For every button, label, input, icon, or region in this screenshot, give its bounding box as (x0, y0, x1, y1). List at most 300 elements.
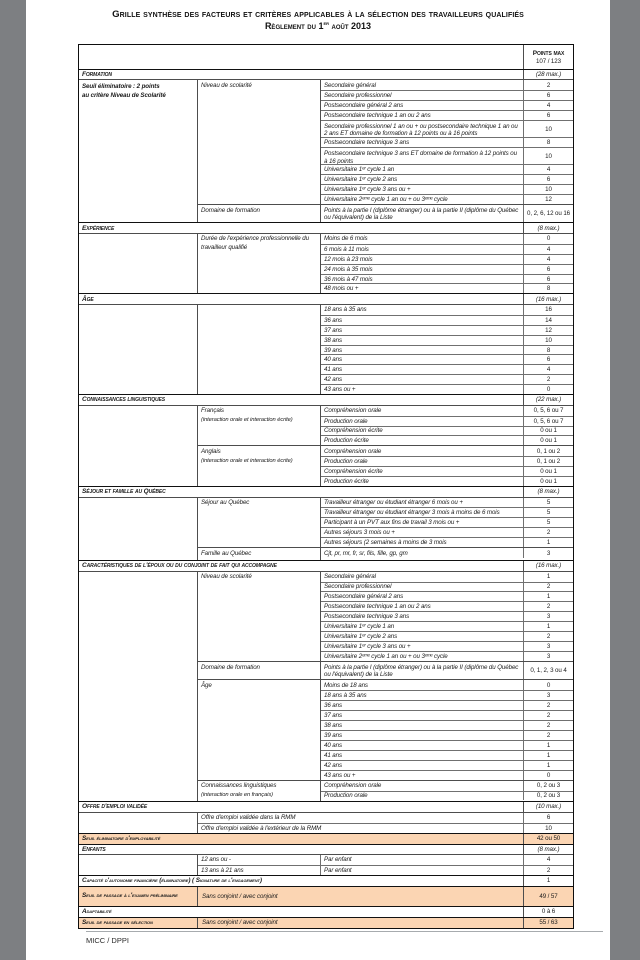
table-row (321, 517, 573, 527)
row-label-cell (321, 346, 524, 355)
criterion-rows (321, 234, 573, 294)
table-row (198, 855, 573, 865)
criterion-block (198, 498, 573, 548)
points-value: 0 ou 1 (540, 468, 557, 476)
row-label-cell (321, 165, 524, 174)
row-label-cell (321, 592, 524, 601)
summary-label: Adaptabilité (79, 907, 524, 917)
table-row (321, 690, 573, 700)
points-cell (524, 761, 573, 770)
points-value: 10 (545, 336, 552, 344)
points-value: 5 (546, 509, 551, 517)
row-label-cell (321, 336, 524, 345)
row-label: Postsecondaire technique 3 ans ET domaine de formation à 12 points ou à 16 points (324, 149, 517, 165)
row-label-cell (321, 612, 524, 621)
points-value: 12 (545, 196, 552, 204)
table-header-empty-cell (79, 45, 524, 69)
points-value: 6 (546, 92, 551, 100)
criterion-rows (321, 446, 573, 486)
table-row (321, 110, 573, 120)
section-label: Expérience (79, 223, 524, 232)
table-row (321, 364, 573, 374)
points-value: 3 (546, 692, 551, 700)
criterion-label: Connaissances linguistiques (201, 782, 277, 790)
criterion-cell (198, 406, 321, 446)
section-max-points: (8 max.) (537, 224, 560, 232)
criterion-cell (198, 305, 321, 394)
table-row (321, 80, 573, 90)
table-row (321, 264, 573, 274)
points-cell (524, 365, 573, 374)
table-row (321, 174, 573, 184)
points-value: 0, 2, 6, 12 ou 16 (526, 210, 571, 218)
criterion-label: Séjour au Québec (201, 499, 250, 507)
points-value: 16 (545, 306, 552, 314)
table-row (321, 651, 573, 661)
points-value: 5 (546, 498, 551, 506)
row-label: Universitaire 1ᵉʳ cycle 2 ans (324, 633, 398, 641)
points-cell (524, 165, 573, 174)
section-label: Séjour et famille au Québec (79, 487, 524, 496)
points-value: 2 (546, 633, 551, 641)
table-row (321, 426, 573, 436)
section-note-cell (79, 80, 198, 222)
criterion-label: Niveau de scolarité (201, 573, 252, 581)
row-label-cell (321, 185, 524, 194)
points-value: 2 (546, 529, 551, 537)
row-label-cell (321, 652, 524, 661)
points-cell (524, 741, 573, 750)
criterion-cell (198, 781, 321, 802)
row-label-cell (321, 457, 524, 466)
points-cell (524, 781, 573, 791)
row-label: Universitaire 1ᵉʳ cycle 3 ans ou + (324, 186, 411, 194)
row-label: Postsecondaire général 2 ans (324, 102, 404, 110)
criterion-block (198, 679, 573, 779)
pair-label: 12 ans ou - (198, 855, 321, 865)
points-cell (524, 813, 573, 823)
row-label-cell (321, 275, 524, 284)
table-row (321, 90, 573, 100)
table-row (321, 760, 573, 770)
threshold-label: Seuil de passage à l'examen préliminaire (79, 887, 198, 906)
section-body (79, 405, 573, 487)
row-label: 37 ans (324, 326, 342, 334)
row-label-cell (321, 255, 524, 264)
row-label-cell (321, 375, 524, 384)
row-label-cell (321, 498, 524, 508)
criterion-cell (198, 205, 321, 222)
row-label: Par enfant (324, 856, 352, 864)
points-cell (524, 446, 573, 456)
points-value: 0, 1 ou 2 (536, 447, 561, 455)
table-row (321, 720, 573, 730)
row-label: Secondaire général (324, 573, 376, 581)
row-label: Postsecondaire technique 3 ans (324, 139, 410, 147)
table-row (321, 710, 573, 720)
row-label: Points à la partie I (diplôme étranger) ou à la partie II (diplôme du Québec ou l'équivalent) de la Liste (324, 206, 519, 222)
row-label: Production orale (324, 792, 368, 800)
empty-cell (79, 813, 198, 833)
table-row (321, 100, 573, 110)
row-label: 38 ans (324, 336, 342, 344)
row-label-cell (321, 265, 524, 274)
points-value: 4 (546, 166, 551, 174)
points-cell (524, 711, 573, 720)
row-label-cell (321, 691, 524, 700)
section-note-cell (79, 305, 198, 394)
row-label-cell (321, 148, 524, 164)
row-label-cell (321, 572, 524, 582)
criterion-cell (198, 680, 321, 779)
criterion-cell (198, 498, 321, 548)
points-value: 2 (546, 583, 551, 591)
points-value: 2 (546, 721, 551, 729)
table-row (321, 184, 573, 194)
row-label: Postsecondaire général 2 ans (324, 593, 404, 601)
row-label: Compréhension écrite (324, 468, 383, 476)
row-label: Postsecondaire technique 1 an ou 2 ans (324, 112, 431, 120)
points-value: 4 (546, 245, 551, 253)
criterion-label: Âge (201, 681, 212, 689)
table-row (321, 601, 573, 611)
row-label-cell (321, 622, 524, 631)
table-row (321, 254, 573, 264)
row-label: Offre d'emploi validée à l'extérieur de la RMM (201, 824, 322, 832)
row-label: Autres séjours (2 semaines à moins de 3 mois (324, 539, 447, 547)
points-cell (524, 467, 573, 476)
points-value: 0, 5, 6 ou 7 (533, 407, 564, 415)
table-row (321, 354, 573, 364)
row-label: Postsecondaire technique 1 an ou 2 ans (324, 603, 431, 611)
points-value: 0, 1 ou 2 (536, 458, 561, 466)
points-value: 0 à 6 (541, 908, 556, 916)
footer-text: MICC / DPPI (86, 936, 129, 945)
row-label: Compréhension orale (324, 782, 382, 790)
points-value: 1 (546, 623, 551, 631)
row-label-cell (321, 427, 524, 436)
points-cell (524, 771, 573, 780)
points-cell (524, 80, 573, 90)
table-row (321, 582, 573, 592)
points-cell (524, 592, 573, 601)
row-label-cell (321, 761, 524, 770)
points-cell (524, 548, 573, 558)
points-value: 4 (546, 856, 551, 864)
row-label: 24 mois à 35 mois (324, 265, 373, 273)
criteria-blocks (198, 80, 573, 222)
row-label: Production écrite (324, 437, 369, 445)
points-value: 4 (546, 255, 551, 263)
points-value: 6 (546, 814, 551, 822)
row-label-cell (198, 813, 524, 823)
points-value: 0, 1, 2, 3 ou 4 (530, 666, 567, 674)
points-value: 2 (546, 603, 551, 611)
row-label-cell (321, 866, 524, 875)
points-value: 1 (546, 877, 551, 885)
section-header-row (79, 844, 573, 854)
row-label-cell (321, 602, 524, 611)
row-label: 36 ans (324, 316, 342, 324)
section-body (79, 304, 573, 394)
table-row (321, 374, 573, 384)
section-label: Âge (79, 294, 524, 303)
points-value: 10 (545, 824, 552, 832)
points-value: 1 (546, 741, 551, 749)
section-max-points: (28 max.) (535, 71, 562, 79)
points-cell (524, 326, 573, 335)
criterion-label: (interaction orale et interaction écrite) (201, 457, 293, 464)
points-value: 0 ou 1 (540, 427, 557, 435)
summary-row (79, 906, 573, 917)
section-max-points: (16 max.) (535, 295, 562, 303)
row-label: 40 ans (324, 356, 342, 364)
criterion-label: Domaine de formation (201, 206, 260, 214)
points-value: 49 / 57 (539, 892, 558, 900)
row-label: 36 mois à 47 mois (324, 275, 373, 283)
points-cell (524, 887, 573, 906)
row-label: 38 ans (324, 721, 342, 729)
criteria-blocks (198, 305, 573, 394)
points-cell (524, 138, 573, 147)
row-label-cell (321, 632, 524, 641)
points-value: 6 (546, 176, 551, 184)
points-cell (524, 457, 573, 466)
row-label-cell (321, 121, 524, 137)
row-label-cell (321, 195, 524, 204)
row-label: Moins de 18 ans (324, 681, 368, 689)
row-label-cell (321, 508, 524, 517)
points-value: 0 (546, 386, 551, 394)
points-cell (524, 680, 573, 690)
section-header-row (79, 222, 573, 232)
row-label-cell (321, 528, 524, 537)
points-cell (524, 101, 573, 110)
points-value: 0 (546, 771, 551, 779)
table-row (321, 631, 573, 641)
points-value: 8 (546, 139, 551, 147)
row-label: 41 ans (324, 366, 342, 374)
points-cell (524, 876, 573, 886)
table-row (321, 164, 573, 174)
table-row (198, 823, 573, 833)
table-row (198, 813, 573, 823)
points-value: 3 (546, 613, 551, 621)
criterion-cell (198, 572, 321, 661)
row-label-cell (321, 175, 524, 184)
row-label-cell (321, 417, 524, 426)
section-header-row (79, 486, 573, 496)
row-label: 37 ans (324, 711, 342, 719)
points-value: 0 (546, 681, 551, 689)
criterion-block (198, 780, 573, 802)
points-value: 8 (546, 346, 551, 354)
table-row (321, 305, 573, 315)
points-cell (524, 662, 573, 679)
threshold-condition: Sans conjoint / avec conjoint (198, 918, 524, 928)
row-label-cell (321, 711, 524, 720)
row-label: 39 ans (324, 346, 342, 354)
row-label-cell (198, 824, 524, 833)
points-value: 14 (545, 316, 552, 324)
threshold-label: Seuil de passage en sélection (79, 918, 198, 928)
criterion-rows (321, 80, 573, 204)
points-value: 55 / 63 (539, 919, 558, 927)
row-label: Production écrite (324, 478, 369, 486)
subtitle-prefix: Règlement du 1 (264, 21, 324, 31)
points-cell (524, 305, 573, 315)
row-label: 39 ans (324, 731, 342, 739)
row-label: Universitaire 2ᵉᵐᵉ cycle 1 an ou + ou 3ᵉᵐᵉ cycle (324, 653, 448, 661)
table-row (321, 498, 573, 508)
points-value: 0, 2 ou 3 (536, 782, 561, 790)
points-cell (524, 721, 573, 730)
row-label: 43 ans ou + (324, 771, 356, 779)
row-label: Universitaire 1ᵉʳ cycle 3 ans ou + (324, 643, 411, 651)
table-row (321, 335, 573, 345)
row-label-cell (321, 642, 524, 651)
document-title: Grille synthèse des facteurs et critères applicables à la sélection des travailleurs qualifiés (112, 9, 524, 20)
row-label: 42 ans (324, 376, 342, 384)
row-label: Compréhension écrite (324, 427, 383, 435)
points-value: 0, 2 ou 3 (536, 792, 561, 800)
points-value: 0 ou 1 (540, 437, 557, 445)
row-label: Compréhension orale (324, 407, 382, 415)
row-label-cell (321, 138, 524, 147)
row-label-cell (321, 467, 524, 476)
points-value: 1 (546, 751, 551, 759)
criteria-blocks (198, 406, 573, 487)
row-label-cell (321, 701, 524, 710)
points-cell (524, 528, 573, 537)
table-row (321, 750, 573, 760)
section-max-points: (22 max.) (535, 396, 562, 404)
row-label: 48 mois ou + (324, 285, 359, 293)
row-label-cell (321, 284, 524, 293)
points-cell (524, 855, 573, 865)
row-label: 12 mois à 23 mois (324, 255, 373, 263)
section-label: Caractéristiques de l'époux ou du conjoint de fait qui accompagne (79, 561, 524, 570)
table-row (321, 680, 573, 690)
row-label-cell (321, 771, 524, 780)
row-label-cell (321, 205, 524, 222)
table-row (321, 466, 573, 476)
points-cell (524, 275, 573, 284)
row-label-cell (321, 406, 524, 416)
criterion-rows (321, 662, 573, 679)
threshold-row (79, 917, 573, 928)
table-row (321, 781, 573, 791)
points-cell (524, 111, 573, 120)
row-label-cell (321, 548, 524, 558)
points-cell (524, 195, 573, 204)
section-header-row (79, 69, 573, 79)
points-value: 10 (545, 186, 552, 194)
row-label: Secondaire professionnel (324, 92, 392, 100)
points-cell (524, 255, 573, 264)
section-body (79, 79, 573, 222)
criterion-rows (321, 205, 573, 222)
row-label: 18 ans à 35 ans (324, 306, 367, 314)
points-cell (524, 316, 573, 325)
table-row (321, 244, 573, 254)
table-row (321, 194, 573, 204)
points-value: 2 (546, 81, 551, 89)
row-label-cell (321, 662, 524, 679)
points-cell (524, 632, 573, 641)
criterion-rows (321, 781, 573, 802)
table-row (321, 548, 573, 558)
table-row (321, 456, 573, 466)
row-label-cell (321, 326, 524, 335)
table-row (321, 120, 573, 137)
points-cell (524, 355, 573, 364)
table-row (321, 446, 573, 456)
row-label: 41 ans (324, 751, 342, 759)
row-label-cell (321, 792, 524, 801)
table-row (321, 611, 573, 621)
row-label-cell (321, 731, 524, 740)
section-max-points: (8 max.) (537, 845, 560, 853)
row-label-cell (321, 385, 524, 394)
points-cell (524, 427, 573, 436)
row-label: Secondaire professionnel 1 an ou + ou postsecondaire technique 1 an ou 2 ans ET domaine de formation à 12 points ou à 16 points (324, 122, 518, 138)
row-label: Par enfant (324, 866, 352, 874)
points-value: 1 (546, 593, 551, 601)
table-row (321, 537, 573, 547)
criterion-block (198, 204, 573, 222)
row-label: Participant à un PVT aux fins de travail 3 mois ou + (324, 519, 460, 527)
points-value: 0 ou 1 (540, 478, 557, 486)
table-row (321, 641, 573, 651)
points-cell (524, 245, 573, 254)
criterion-cell (198, 234, 321, 294)
points-cell (524, 234, 573, 244)
points-cell (524, 385, 573, 394)
row-label: Secondaire général (324, 81, 376, 89)
section-note-cell (79, 234, 198, 294)
points-cell (524, 907, 573, 917)
points-cell (524, 572, 573, 582)
row-label: Compréhension orale (324, 447, 382, 455)
points-value: 1 (546, 573, 551, 581)
summary-row (79, 875, 573, 886)
points-cell (524, 691, 573, 700)
criterion-cell (198, 80, 321, 204)
points-max-header-cell (524, 45, 573, 69)
row-label: 43 ans ou + (324, 386, 356, 394)
table-row (321, 137, 573, 147)
row-label: 18 ans à 35 ans (324, 692, 367, 700)
table-row (321, 527, 573, 537)
row-label-cell (321, 80, 524, 90)
criterion-block (198, 661, 573, 679)
points-cell (524, 701, 573, 710)
row-label: 6 mois à 11 mois (324, 245, 369, 253)
row-label: Universitaire 1ᵉʳ cycle 1 an (324, 623, 395, 631)
criterion-block (198, 406, 573, 446)
table-row (321, 283, 573, 293)
points-cell (524, 731, 573, 740)
table-row (321, 730, 573, 740)
criterion-rows (321, 406, 573, 446)
points-cell (524, 336, 573, 345)
pair-rows (198, 855, 573, 875)
row-label: Universitaire 1ᵉʳ cycle 1 an (324, 166, 395, 174)
section-label: Enfants (79, 845, 524, 854)
row-label: Travailleur étranger ou étudiant étranger 6 mois ou + (324, 498, 463, 506)
points-value: 3 (546, 653, 551, 661)
